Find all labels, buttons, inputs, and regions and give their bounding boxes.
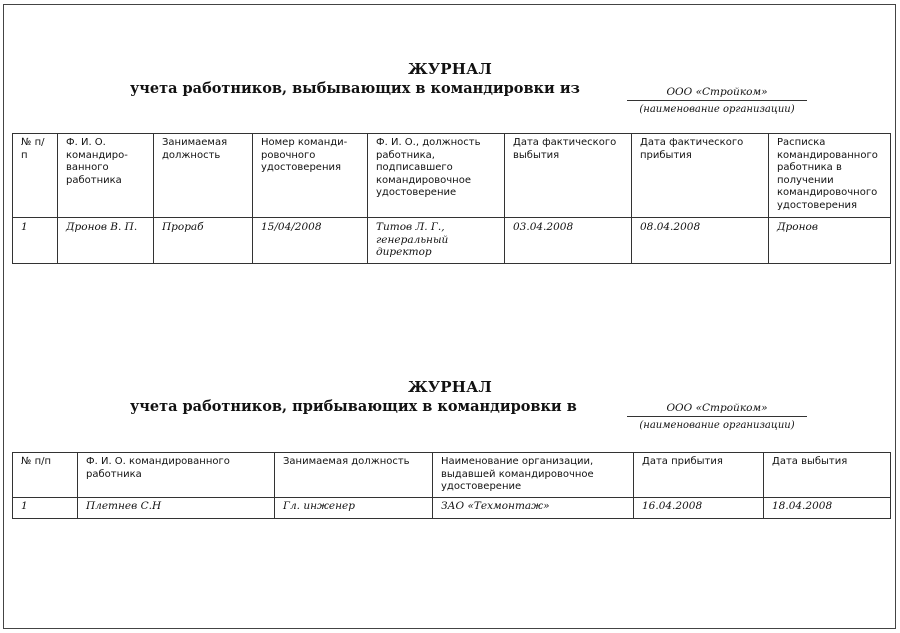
column-header-arrival-date: Дата фактического прибытия bbox=[632, 134, 769, 218]
organization-caption: (наименование организации) bbox=[639, 420, 795, 431]
column-header-employee-name: Ф. И. О. командированного работника bbox=[78, 453, 275, 498]
cell-position: Прораб bbox=[154, 218, 253, 264]
cell-departure-date: 18.04.2008 bbox=[764, 498, 891, 519]
organization-name: ООО «Стройком» bbox=[627, 86, 807, 101]
cell-issuing-organization: ЗАО «Техмонтаж» bbox=[433, 498, 634, 519]
journal-departing-organization bbox=[627, 86, 807, 115]
journal-arriving-table bbox=[12, 452, 891, 519]
column-header-certificate-number: Номер команди-ровочного удостоверения bbox=[253, 134, 368, 218]
column-header-signer: Ф. И. О., должность работника, подписавшего командировочное удостоверение bbox=[368, 134, 505, 218]
cell-position: Гл. инженер bbox=[275, 498, 433, 519]
column-header-employee-name: Ф. И. О. командиро-ванного работника bbox=[58, 134, 154, 218]
journal-arriving-title: ЖУРНАЛ bbox=[408, 378, 492, 396]
column-header-departure-date: Дата выбытия bbox=[764, 453, 891, 498]
table-header-row bbox=[13, 134, 891, 218]
journal-departing-subtitle: учета работников, выбывающих в командировки из bbox=[130, 80, 580, 97]
cell-arrival-date: 16.04.2008 bbox=[634, 498, 764, 519]
cell-number: 1 bbox=[13, 498, 78, 519]
cell-certificate-number: 15/04/2008 bbox=[253, 218, 368, 264]
column-header-position: Занимаемая должность bbox=[154, 134, 253, 218]
journal-arriving-organization bbox=[627, 402, 807, 431]
journal-departing-title: ЖУРНАЛ bbox=[408, 60, 492, 78]
cell-employee-name: Дронов В. П. bbox=[58, 218, 154, 264]
column-header-departure-date: Дата фактического выбытия bbox=[505, 134, 632, 218]
table-header-row bbox=[13, 453, 891, 498]
cell-number: 1 bbox=[13, 218, 58, 264]
column-header-position: Занимаемая должность bbox=[275, 453, 433, 498]
column-header-receipt: Расписка командированного работника в получении командировочного удостоверения bbox=[769, 134, 891, 218]
journal-arriving-subtitle: учета работников, прибывающих в командировки в bbox=[130, 398, 577, 415]
table-row bbox=[13, 218, 891, 264]
organization-caption: (наименование организации) bbox=[639, 104, 795, 115]
column-header-issuing-organization: Наименование организации, выдавшей командировочное удостоверение bbox=[433, 453, 634, 498]
column-header-number: № п/п bbox=[13, 453, 78, 498]
cell-departure-date: 03.04.2008 bbox=[505, 218, 632, 264]
cell-employee-name: Плетнев С.Н bbox=[78, 498, 275, 519]
cell-receipt: Дронов bbox=[769, 218, 891, 264]
table-row bbox=[13, 498, 891, 519]
organization-name: ООО «Стройком» bbox=[627, 402, 807, 417]
journal-departing-table bbox=[12, 133, 891, 264]
cell-arrival-date: 08.04.2008 bbox=[632, 218, 769, 264]
column-header-number: № п/п bbox=[13, 134, 58, 218]
cell-signer: Титов Л. Г., генеральный директор bbox=[368, 218, 505, 264]
column-header-arrival-date: Дата прибытия bbox=[634, 453, 764, 498]
